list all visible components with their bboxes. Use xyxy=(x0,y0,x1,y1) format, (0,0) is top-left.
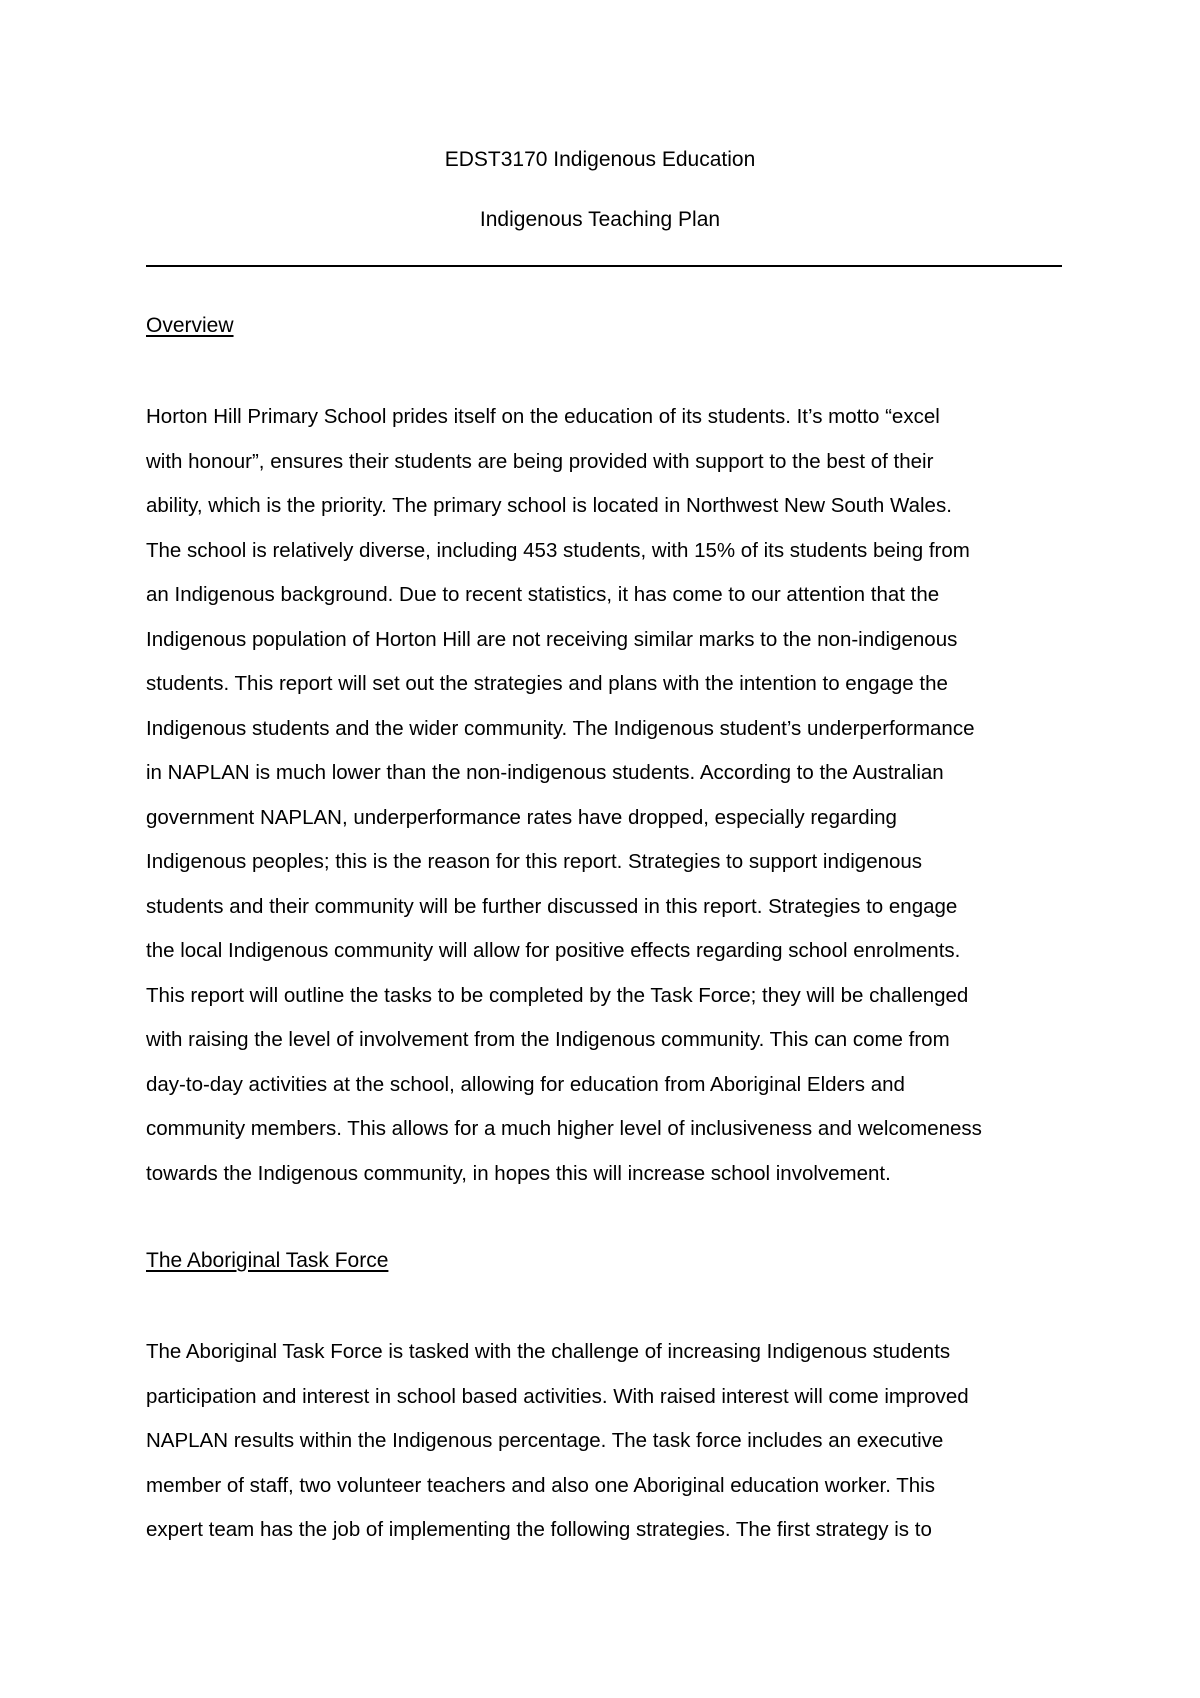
paragraph-line: Indigenous population of Horton Hill are not receiving similar marks to the non-indigenous xyxy=(146,627,958,651)
paragraph-line: with raising the level of involvement from the Indigenous community. This can come from xyxy=(146,1028,950,1051)
paragraph-line: The school is relatively diverse, including 453 students, with 15% of its students being from xyxy=(146,538,970,562)
course-title: EDST3170 Indigenous Education xyxy=(444,148,756,171)
overview-heading: Overview xyxy=(146,314,234,337)
paragraph-line: students and their community will be further discussed in this report. Strategies to engage xyxy=(146,894,958,918)
paragraph-line: The Aboriginal Task Force is tasked with the challenge of increasing Indigenous students xyxy=(146,1340,951,1363)
paragraph-line: with honour”, ensures their students are being provided with support to the best of their xyxy=(146,449,934,473)
paragraph-line: ability, which is the priority. The primary school is located in Northwest New South Wales. xyxy=(146,494,952,517)
paragraph-line: participation and interest in school based activities. With raised interest will come improved xyxy=(146,1384,969,1408)
paragraph-line: community members. This allows for a much higher level of inclusiveness and welcomeness xyxy=(146,1117,982,1140)
paragraph-line: towards the Indigenous community, in hopes this will increase school involvement. xyxy=(146,1161,891,1185)
title-divider xyxy=(146,265,1062,267)
paragraph-line: Indigenous peoples; this is the reason for this report. Strategies to support indigenous xyxy=(146,850,923,873)
paragraph-line: This report will outline the tasks to be completed by the Task Force; they will be challenged xyxy=(146,983,969,1007)
paragraph-line: day-to-day activities at the school, allowing for education from Aboriginal Elders and xyxy=(146,1072,905,1096)
paragraph-line: Indigenous students and the wider community. The Indigenous student’s underperformance xyxy=(146,716,975,740)
paragraph-line: an Indigenous background. Due to recent statistics, it has come to our attention that the xyxy=(146,583,940,606)
overview-paragraph xyxy=(146,395,1066,1196)
paragraph-line: NAPLAN results within the Indigenous percentage. The task force includes an executive xyxy=(146,1429,944,1452)
paragraph-line: government NAPLAN, underperformance rates have dropped, especially regarding xyxy=(146,805,897,829)
paragraph-line: Horton Hill Primary School prides itself on the education of its students. It’s motto “excel xyxy=(146,405,940,428)
paragraph-line: in NAPLAN is much lower than the non-indigenous students. According to the Australian xyxy=(146,761,944,784)
paragraph-line: the local Indigenous community will allow for positive effects regarding school enrolments. xyxy=(146,939,961,962)
plan-title: Indigenous Teaching Plan xyxy=(479,208,721,231)
paragraph-line: member of staff, two volunteer teachers and also one Aboriginal education worker. This xyxy=(146,1473,935,1497)
paragraph-line: expert team has the job of implementing the following strategies. The first strategy is to xyxy=(146,1518,932,1541)
task-force-paragraph xyxy=(146,1330,1066,1553)
paragraph-line: students. This report will set out the strategies and plans with the intention to engage the xyxy=(146,672,948,695)
task-force-heading: The Aboriginal Task Force xyxy=(146,1249,389,1272)
